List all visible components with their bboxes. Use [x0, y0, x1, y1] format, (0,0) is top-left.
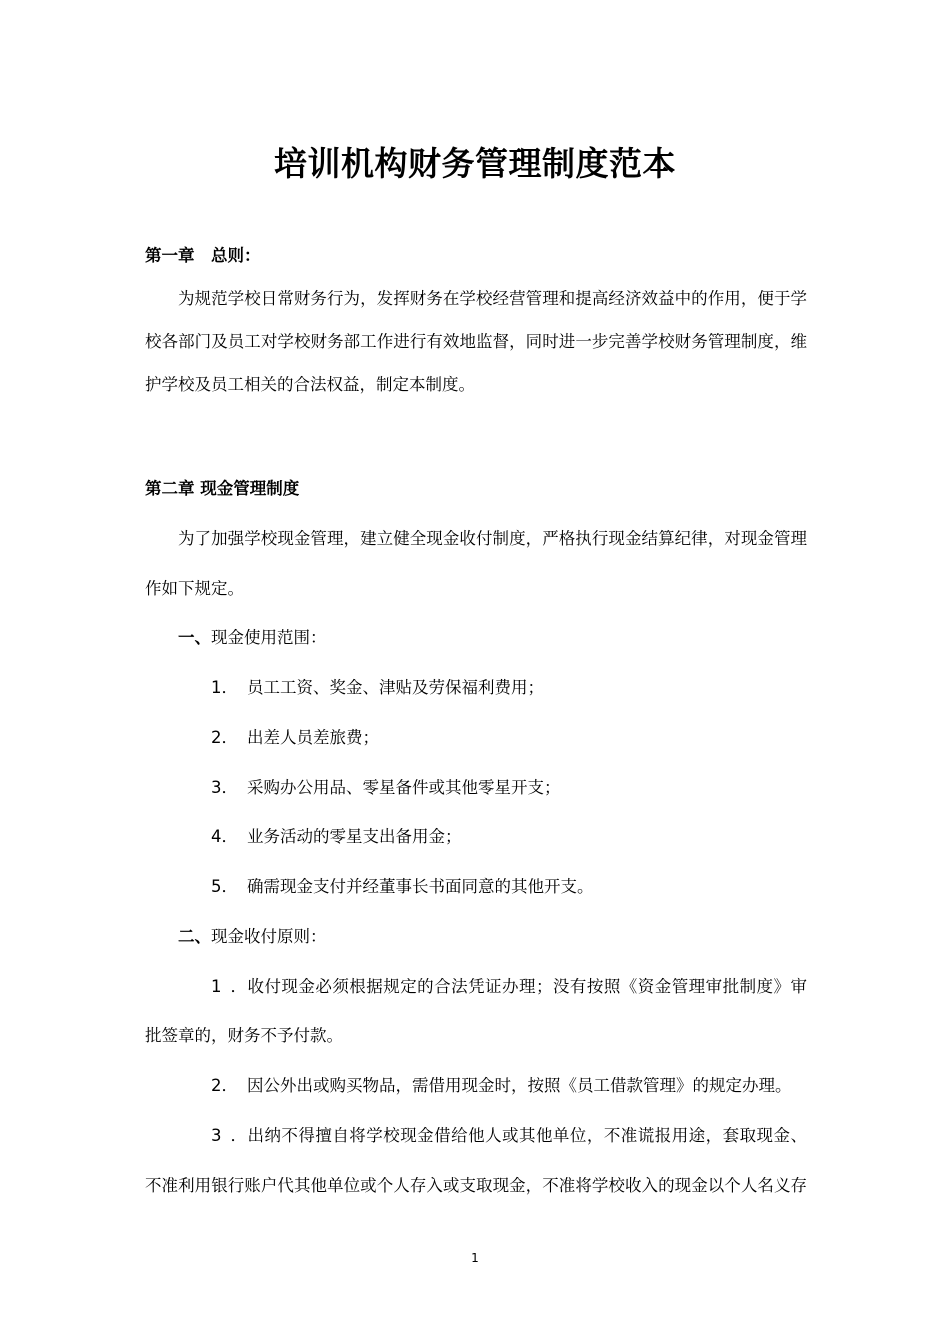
list-item	[211, 877, 594, 897]
list-item-text: 采购办公用品、零星备件或其他零星开支；	[247, 778, 561, 797]
list-item-number: 5．	[211, 877, 238, 896]
document-title: 培训机构财务管理制度范本	[274, 144, 676, 183]
section2-mark: 二、	[178, 927, 211, 946]
chapter1-heading: 第一章 总则：	[145, 246, 261, 265]
list-item-text: 业务活动的零星支出备用金；	[247, 827, 462, 846]
list-item	[211, 678, 544, 698]
list-item-number: 1．	[211, 678, 238, 697]
list-item-number: 1．	[211, 977, 247, 996]
chapter2-intro-line: 为了加强学校现金管理，建立健全现金收付制度，严格执行现金结算纪律，对现金管理	[178, 529, 807, 548]
list-item	[211, 728, 379, 748]
chapter2-heading: 第二章 现金管理制度	[145, 479, 300, 498]
list-item	[211, 1126, 807, 1146]
chapter1-paragraph-line: 校各部门及员工对学校财务部工作进行有效地监督，同时进一步完善学校财务管理制度，维	[145, 332, 807, 351]
section1-mark: 一、	[178, 628, 211, 647]
list-item-text: 出纳不得擅自将学校现金借给他人或其他单位，不准谎报用途，套取现金、	[247, 1126, 807, 1145]
section2-title: 现金收付原则：	[211, 927, 327, 946]
section2-heading	[178, 927, 327, 947]
list-item-number: 4．	[211, 827, 238, 846]
list-item-number: 3．	[211, 778, 238, 797]
section1-heading	[178, 628, 327, 648]
list-item-text: 出差人员差旅费；	[247, 728, 379, 747]
list-item-number: 2．	[211, 1076, 238, 1095]
list-item-number: 3．	[211, 1126, 247, 1145]
section1-title: 现金使用范围：	[211, 628, 327, 647]
list-item-text: 因公外出或购买物品，需借用现金时，按照《员工借款管理》的规定办理。	[247, 1076, 792, 1095]
chapter2-intro-line: 作如下规定。	[145, 579, 244, 598]
chapter1-paragraph-line: 为规范学校日常财务行为，发挥财务在学校经营管理和提高经济效益中的作用，便于学	[178, 289, 807, 308]
list-item	[211, 827, 462, 847]
page-number: 1	[471, 1251, 479, 1265]
list-item-text: 收付现金必须根据规定的合法凭证办理；没有按照《资金管理审批制度》审	[247, 977, 807, 996]
list-item-text: 员工工资、奖金、津贴及劳保福利费用；	[247, 678, 544, 697]
chapter1-paragraph-line: 护学校及员工相关的合法权益，制定本制度。	[145, 375, 475, 394]
list-item	[211, 778, 561, 798]
list-item-continuation: 不准利用银行账户代其他单位或个人存入或支取现金，不准将学校收入的现金以个人名义存	[145, 1176, 807, 1195]
list-item	[211, 977, 807, 997]
list-item-text: 确需现金支付并经董事长书面同意的其他开支。	[247, 877, 594, 896]
list-item-continuation: 批签章的，财务不予付款。	[145, 1026, 343, 1045]
list-item-number: 2．	[211, 728, 238, 747]
list-item	[211, 1076, 792, 1096]
